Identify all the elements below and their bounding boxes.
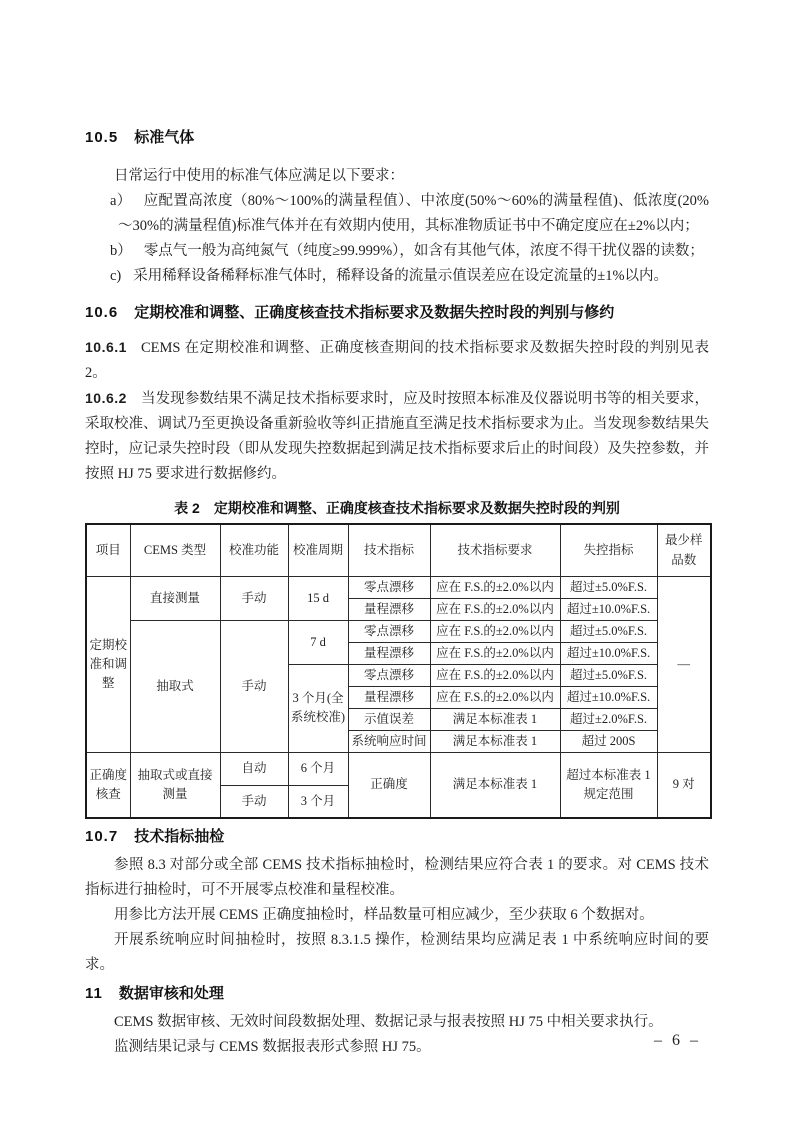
- list-item-b: [85, 239, 709, 264]
- paragraph: 开展系统响应时间抽检时，按照 8.3.1.5 操作，检测结果均应满足表 1 中系统响应时间的要求。: [85, 932, 709, 973]
- page-number: – 6 –: [654, 1032, 701, 1049]
- list-text-a: 应配置高浓度（80%～100%的满量程值）、中浓度(50%～60%的满量程值)、低浓度(20%～30%的满量程值)标准气体并在有效期内使用，其标准物质证书中不确定度应在±2%以内；: [118, 193, 709, 234]
- section-number: 11: [85, 985, 103, 1002]
- clause-10-6-2: [85, 386, 709, 487]
- cell-cems-type: 抽取式或直接测量: [130, 752, 220, 818]
- cell-out-of-control: 超过 200S: [560, 730, 657, 752]
- col-header-out-of-control: 失控指标: [560, 524, 657, 576]
- cell-out-of-control: 超过±5.0%F.S.: [560, 664, 657, 686]
- table-header-row: [86, 524, 711, 576]
- cell-indicator: 量程漂移: [348, 642, 430, 664]
- col-header-tech-indicator: 技术指标: [348, 524, 430, 576]
- table-row: [86, 620, 711, 642]
- list-item-c: [85, 264, 709, 289]
- cell-out-of-control: 超过±10.0%F.S.: [560, 598, 657, 620]
- cell-min-samples-group2: 9 对: [657, 752, 711, 818]
- table-caption-label: 表 2: [174, 500, 200, 516]
- spec-table: [85, 523, 712, 819]
- cell-item-group2: 正确度核查: [86, 752, 130, 818]
- cell-out-of-control: 超过本标准表 1 规定范围: [560, 752, 657, 818]
- clause-number: 10.6.2: [85, 390, 127, 406]
- list-label-a: a）: [110, 193, 132, 209]
- cell-out-of-control: 超过±10.0%F.S.: [560, 686, 657, 708]
- list-text-c: 采用稀释设备稀释标准气体时，稀释设备的流量示值误差应在设定流量的±1%以内。: [133, 268, 669, 284]
- cell-requirement: 满足本标准表 1: [430, 730, 560, 752]
- section-heading-10-6: [85, 303, 709, 323]
- cell-requirement: 应在 F.S.的±2.0%以内: [430, 664, 560, 686]
- cell-requirement: 应在 F.S.的±2.0%以内: [430, 598, 560, 620]
- col-header-tech-requirement: 技术指标要求: [430, 524, 560, 576]
- list-item-a: [85, 189, 709, 239]
- cell-requirement: 满足本标准表 1: [430, 708, 560, 730]
- cell-out-of-control: 超过±5.0%F.S.: [560, 620, 657, 642]
- col-header-cal-period: 校准周期: [288, 524, 348, 576]
- col-header-cems-type: CEMS 类型: [130, 524, 220, 576]
- cell-indicator: 量程漂移: [348, 686, 430, 708]
- cell-indicator: 零点漂移: [348, 576, 430, 598]
- section-number: 10.6: [85, 304, 119, 321]
- table-row: [86, 752, 711, 785]
- intro-paragraph: 日常运行中使用的标准气体应满足以下要求：: [114, 168, 404, 184]
- section-title: 定期校准和调整、正确度核查技术指标要求及数据失控时段的判别与修约: [134, 304, 615, 321]
- list-label-c: c): [110, 268, 122, 284]
- cell-item-group1: 定期校准和调整: [86, 576, 130, 752]
- col-header-cal-function: 校准功能: [220, 524, 288, 576]
- cell-cal-function: 手动: [220, 620, 288, 752]
- paragraph: 参照 8.3 对部分或全部 CEMS 技术指标抽检时，检测结果应符合表 1 的要求。对 CEMS 技术指标进行抽检时，可不开展零点校准和量程校准。: [85, 857, 709, 898]
- cell-cal-period: 15 d: [288, 576, 348, 620]
- cell-min-samples-group1: —: [657, 576, 711, 752]
- clause-text: CEMS 在定期校准和调整、正确度核查期间的技术指标要求及数据失控时段的判别见表 2。: [85, 340, 709, 381]
- table-row: [86, 576, 711, 598]
- section-number: 10.7: [85, 828, 119, 845]
- paragraph: 用参比方法开展 CEMS 正确度抽检时，样品数量可相应减少，至少获取 6 个数据对。: [114, 907, 654, 923]
- clause-10-6-1: [85, 335, 709, 386]
- cell-cems-type: 抽取式: [130, 620, 220, 752]
- section-heading-10-7: [85, 827, 709, 847]
- col-header-item: 项目: [86, 524, 130, 576]
- cell-requirement: 应在 F.S.的±2.0%以内: [430, 642, 560, 664]
- cell-requirement: 应在 F.S.的±2.0%以内: [430, 576, 560, 598]
- paragraph: 监测结果记录与 CEMS 数据报表形式参照 HJ 75。: [114, 1039, 431, 1055]
- cell-cal-function: 手动: [220, 785, 288, 818]
- col-header-min-samples: 最少样品数: [657, 524, 711, 576]
- cell-out-of-control: 超过±10.0%F.S.: [560, 642, 657, 664]
- cell-indicator: 正确度: [348, 752, 430, 818]
- section-title: 数据审核和处理: [118, 985, 224, 1002]
- cell-out-of-control: 超过±2.0%F.S.: [560, 708, 657, 730]
- list-text-b: 零点气一般为高纯氮气（纯度≥99.999%），如含有其他气体，浓度不得干扰仪器的读数；: [143, 243, 704, 259]
- clause-text: 当发现参数结果不满足技术指标要求时，应及时按照本标准及仪器说明书等的相关要求，采取校准、调试乃至更换设备重新验收等纠正措施直至满足技术指标要求为止。当发现参数结果失控时，应记录失控时段（即从发现失控数据起到满足技术指标要求后止的时间段）及失控参数，并按照 HJ 75 要求进行数据修约。: [85, 391, 709, 482]
- clause-number: 10.6.1: [85, 339, 127, 355]
- cell-cal-period: 3 个月: [288, 785, 348, 818]
- cell-out-of-control: 超过±5.0%F.S.: [560, 576, 657, 598]
- table-caption-text: 定期校准和调整、正确度核查技术指标要求及数据失控时段的判别: [213, 500, 620, 516]
- cell-indicator: 示值误差: [348, 708, 430, 730]
- cell-requirement: 应在 F.S.的±2.0%以内: [430, 686, 560, 708]
- cell-indicator: 零点漂移: [348, 664, 430, 686]
- paragraph: CEMS 数据审核、无效时间段数据处理、数据记录与报表按照 HJ 75 中相关要求执行。: [114, 1014, 663, 1030]
- section-title: 标准气体: [134, 129, 195, 146]
- cell-cal-function: 自动: [220, 752, 288, 785]
- table-caption: [85, 499, 709, 517]
- cell-requirement: 满足本标准表 1: [430, 752, 560, 818]
- cell-cal-period: 6 个月: [288, 752, 348, 785]
- cell-cems-type: 直接测量: [130, 576, 220, 620]
- cell-cal-period: 3 个月(全系统校准): [288, 664, 348, 752]
- section-heading-10-5: [85, 128, 709, 148]
- list-label-b: b）: [110, 243, 132, 259]
- cell-indicator: 量程漂移: [348, 598, 430, 620]
- cell-cal-function: 手动: [220, 576, 288, 620]
- cell-indicator: 零点漂移: [348, 620, 430, 642]
- cell-cal-period: 7 d: [288, 620, 348, 664]
- section-number: 10.5: [85, 129, 119, 146]
- cell-indicator: 系统响应时间: [348, 730, 430, 752]
- cell-requirement: 应在 F.S.的±2.0%以内: [430, 620, 560, 642]
- section-title: 技术指标抽检: [134, 828, 225, 845]
- section-heading-11: [85, 984, 709, 1004]
